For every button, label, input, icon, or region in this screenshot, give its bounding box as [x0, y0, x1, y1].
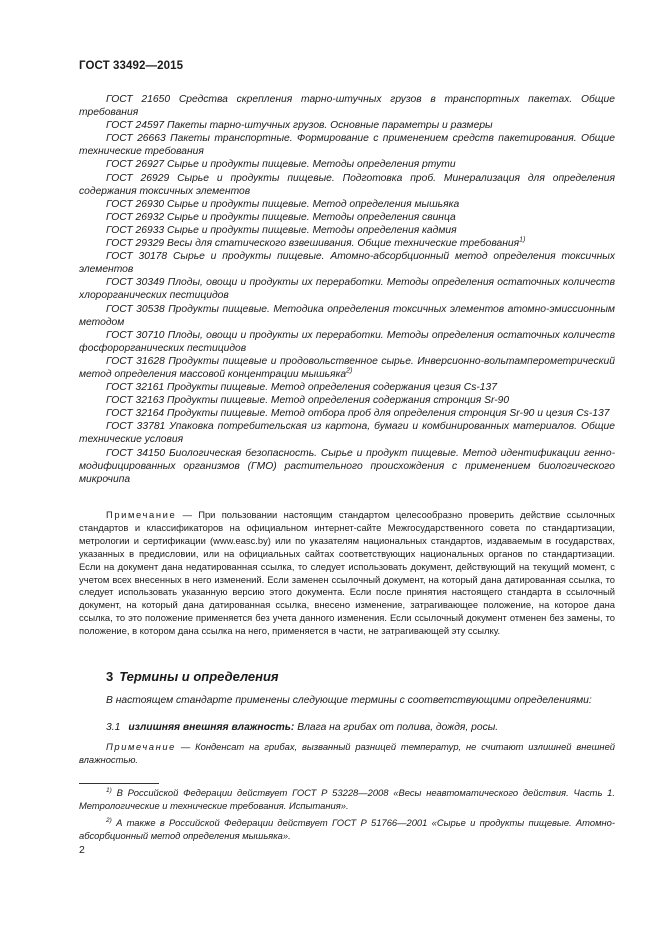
- footnote-text: А также в Российской Федерации действует ГОСТ Р 51766—2001 «Сырье и продукты пищевые. Атомно-абсорбционный метод определения мышьяка».: [79, 817, 616, 841]
- reference-item: ГОСТ 26663 Пакеты транспортные. Формирование с применением средств пакетирования. Общие технические требования: [79, 133, 615, 158]
- footnote-number: 2): [106, 816, 112, 824]
- term-note: [79, 741, 615, 767]
- footnote-text: В Российской Федерации действует ГОСТ Р 53228—2008 «Весы неавтоматического действия. Часть 1. Метрологические и технические требования. Испытания».: [79, 787, 615, 811]
- term-entry: [106, 722, 498, 733]
- references-note: [79, 509, 615, 638]
- footnote-separator: [79, 783, 159, 784]
- normative-references-list: [79, 93, 615, 486]
- reference-item: ГОСТ 26930 Сырье и продукты пищевые. Метод определения мышьяка: [106, 198, 460, 210]
- reference-item: ГОСТ 32164 Продукты пищевые. Метод отбора проб для определения стронция Sr-90 и цезия Cs-137: [106, 408, 610, 420]
- reference-item: ГОСТ 32163 Продукты пищевые. Метод определения содержания стронция Sr-90: [106, 395, 510, 407]
- reference-item: ГОСТ 24597 Пакеты тарно-штучных грузов. Основные параметры и размеры: [106, 120, 493, 132]
- section-title: Термины и определения: [119, 669, 279, 684]
- section-intro: В настоящем стандарте применены следующие термины с соответствующими определениями:: [106, 695, 592, 706]
- reference-item: ГОСТ 26932 Сырье и продукты пищевые. Методы определения свинца: [106, 211, 456, 223]
- note-label: Примечание: [106, 509, 177, 520]
- document-code-header: ГОСТ 33492—2015: [79, 60, 184, 72]
- reference-item: ГОСТ 34150 Биологическая безопасность. Сырье и продукт пищевые. Метод идентификации генно-модифицированных организмов (ГМО) растительного происхождения с применением биологического микрочипа: [79, 447, 615, 485]
- note-text: — При пользовании настоящим стандартом целесообразно проверить действие ссылочных стандартов и классификаторов на официальном интернет-сайте Межгосударственного совета по стандартизации, метрологии и сертификации (www.easc.by) или по указателям национальных стандартов, издаваемым в государствах, указанных в предисловии, или на официальных сайтах соответствующих национальных органов по стандартизации. Если на документ дана недатированная ссылка, то следует использовать документ, действующий на текущий момент, с учетом всех внесенных в него изменений. Если заменен ссылочный документ, на который дана датированная ссылка, то следует использовать указанную версию этого документа. Если после принятия настоящего стандарта в ссылочный документ, на который дана датированная ссылка, внесено изменение, затрагивающее положение, на которое дана ссылка, то это положение применяется без учета данного изменения. Если ссылочный документ отменен без замены, то положение, в котором дана ссылка на него, применяется в части, не затрагивающей эту ссылку.: [79, 509, 615, 637]
- reference-item: ГОСТ 26927 Сырье и продукты пищевые. Методы определения ртути: [106, 159, 456, 171]
- term-definition: Влага на грибах от полива, дождя, росы.: [297, 722, 499, 733]
- reference-item: ГОСТ 26933 Сырье и продукты пищевые. Методы определения кадмия: [106, 224, 457, 236]
- reference-item: ГОСТ 30538 Продукты пищевые. Методика определения токсичных элементов атомно-эмиссионным методом: [79, 303, 615, 328]
- term-note-label: Примечание: [106, 741, 176, 752]
- footnote-mark: 1): [519, 236, 526, 244]
- reference-item: ГОСТ 21650 Средства скрепления тарно-штучных грузов в транспортных пакетах. Общие требования: [79, 94, 615, 119]
- reference-item: ГОСТ 32161 Продукты пищевые. Метод определения содержания цезия Cs-137: [106, 382, 497, 394]
- reference-item: ГОСТ 30349 Плоды, овощи и продукты их переработки. Методы определения остаточных количеств хлорорганических пестицидов: [79, 277, 615, 302]
- footnote: [79, 817, 615, 843]
- section-number: 3: [106, 669, 114, 684]
- footnote: [79, 787, 615, 813]
- reference-item: ГОСТ 33781 Упаковка потребительская из картона, бумаги и комбинированных материалов. Общие технические условия: [79, 421, 615, 446]
- section-heading: [106, 669, 279, 684]
- term-number: 3.1: [106, 722, 121, 733]
- reference-item: ГОСТ 31628 Продукты пищевые и продовольственное сырье. Инверсионно-вольтамперометрический метод определения массовой концентрации мышьяка$^{2)}$: [79, 355, 615, 380]
- footnote-mark: 2): [346, 367, 353, 375]
- reference-item: ГОСТ 26929 Сырье и продукты пищевые. Подготовка проб. Минерализация для определения содержания токсичных элементов: [79, 172, 615, 197]
- reference-item: ГОСТ 29329 Весы для статического взвешивания. Общие технические требования$^{1)}$: [106, 236, 526, 250]
- reference-item: ГОСТ 30710 Плоды, овощи и продукты их переработки. Методы определения остаточных количеств фосфорорганических пестицидов: [79, 329, 615, 354]
- term-name: излишняя внешняя влажность:: [128, 722, 295, 733]
- reference-item: ГОСТ 30178 Сырье и продукты пищевые. Атомно-абсорбционный метод определения токсичных элементов: [79, 251, 615, 276]
- term-note-text: — Конденсат на грибах, вызванный разницей температур, не считают излишней внешней влажностью.: [79, 741, 616, 765]
- footnote-number: 1): [106, 786, 112, 794]
- page-number: 2: [79, 844, 85, 856]
